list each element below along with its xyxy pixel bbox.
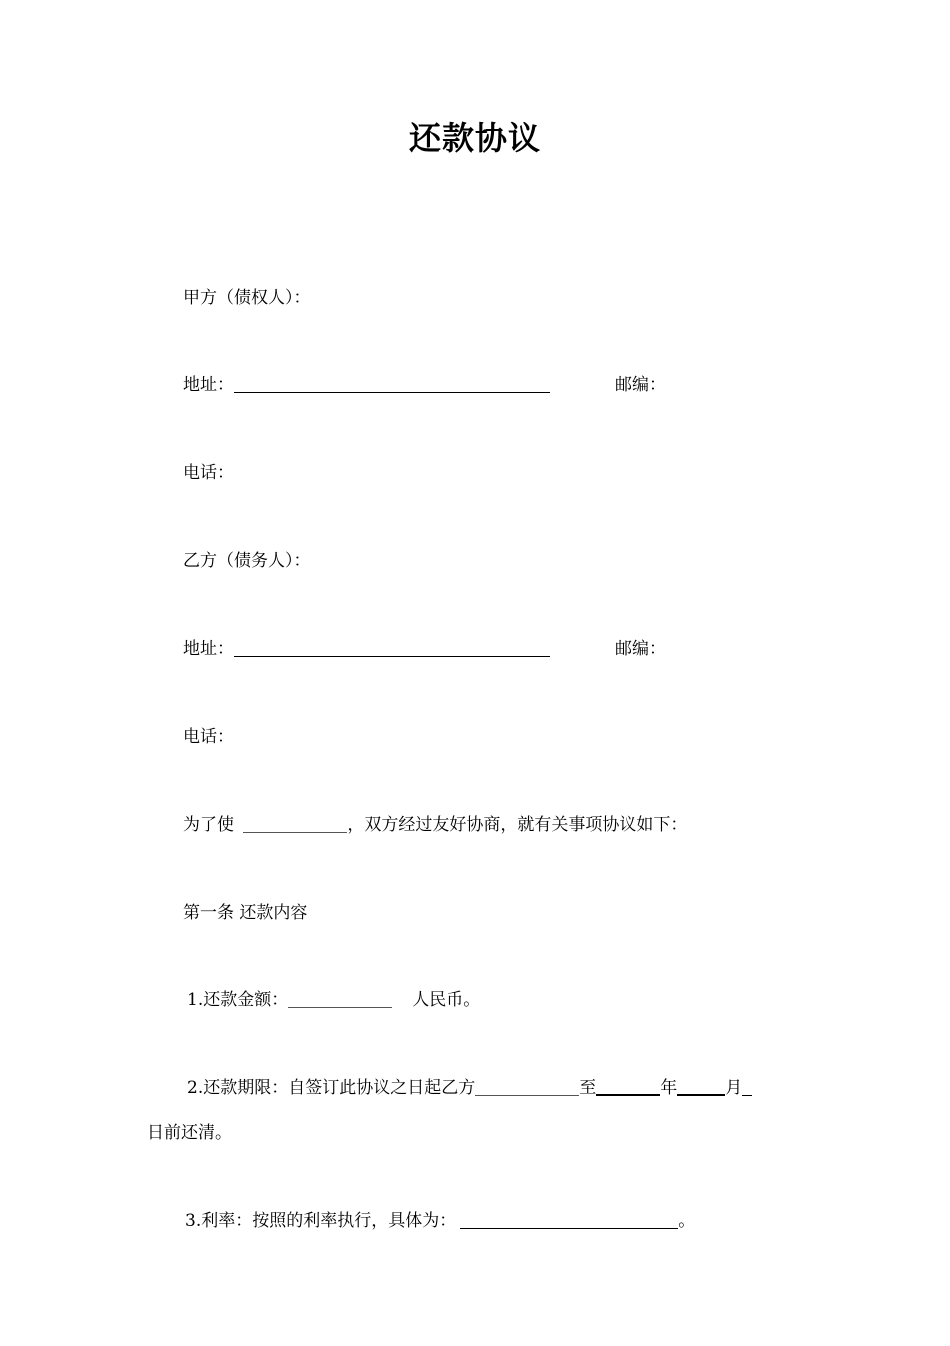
intro-prefix: 为了使 <box>183 815 234 835</box>
party-b-address-blank[interactable] <box>234 653 550 654</box>
year-blank[interactable] <box>596 1092 660 1093</box>
article1-item2 <box>187 1075 752 1101</box>
document-title: 还款协议 <box>408 119 541 157</box>
item1-suffix: 人民币。 <box>412 990 481 1010</box>
party-b-address-line <box>183 636 550 662</box>
party-a-address-blank[interactable] <box>234 389 550 390</box>
day-blank[interactable] <box>742 1092 752 1093</box>
item3-prefix: 3.利率：按照的利率执行，具体为： <box>185 1211 457 1231</box>
intro-suffix: ，双方经过友好协商，就有关事项协议如下： <box>347 815 688 835</box>
item2-continuation: 日前还清。 <box>147 1123 232 1143</box>
article1-heading: 第一条 还款内容 <box>183 903 308 923</box>
party-a-address-label: 地址： <box>183 375 234 395</box>
item2-mid1: 至 <box>579 1078 597 1098</box>
item2-mid2: 年 <box>660 1078 678 1098</box>
item1-prefix: 1.还款金额： <box>187 990 289 1010</box>
month-blank[interactable] <box>677 1092 725 1093</box>
party-a-postcode-label: 邮编： <box>615 375 666 395</box>
party-b-address-label: 地址： <box>183 639 234 659</box>
article1-item3 <box>185 1208 695 1234</box>
repayment-period-blank[interactable] <box>475 1092 579 1093</box>
interest-rate-blank[interactable] <box>460 1225 678 1226</box>
party-b-postcode-label: 邮编： <box>615 639 666 659</box>
item3-suffix: 。 <box>678 1211 696 1231</box>
repayment-amount-blank[interactable] <box>288 1004 392 1005</box>
party-a-heading: 甲方（债权人）： <box>183 288 311 308</box>
party-b-phone-label: 电话： <box>183 727 234 747</box>
item2-prefix: 2.还款期限：自签订此协议之日起乙方 <box>187 1078 476 1098</box>
intro-paragraph <box>183 812 687 838</box>
article1-item1 <box>187 987 480 1013</box>
party-b-heading: 乙方（债务人）： <box>183 551 311 571</box>
intro-purpose-blank[interactable] <box>243 829 347 830</box>
party-a-address-line <box>183 372 550 398</box>
item2-mid3: 月 <box>725 1078 743 1098</box>
party-a-phone-label: 电话： <box>183 463 234 483</box>
